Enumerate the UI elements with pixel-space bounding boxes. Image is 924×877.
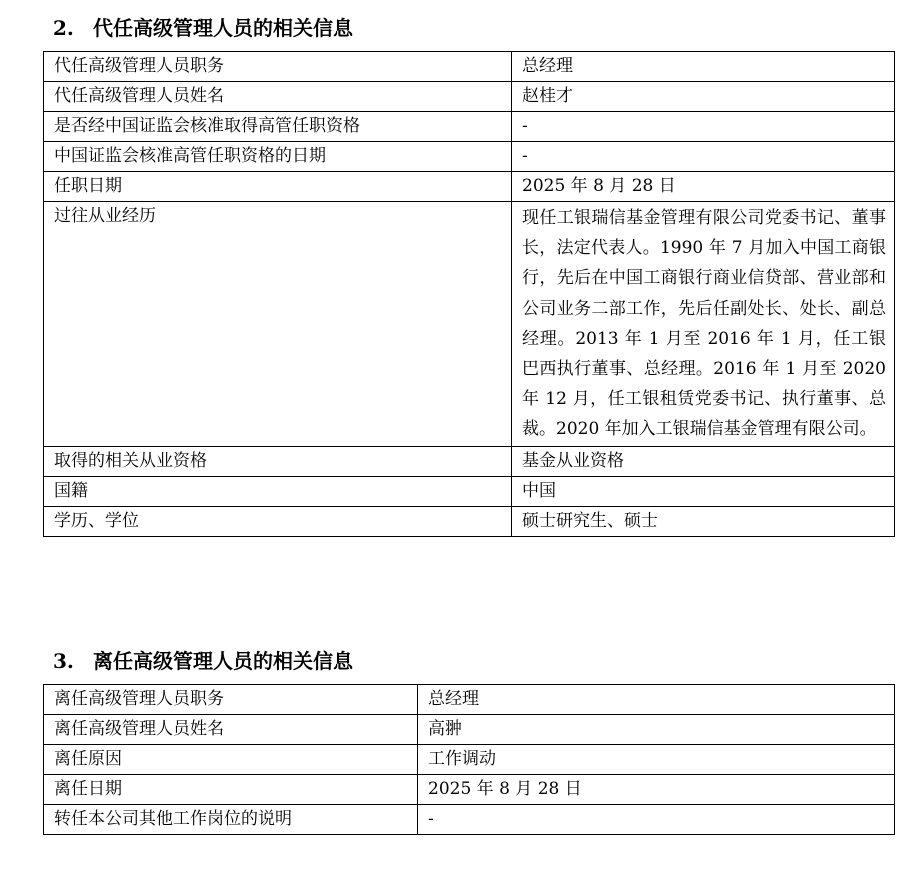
acting-executive-table [43,51,895,537]
row-value: 工作调动 [418,745,895,775]
table-row [44,112,895,142]
row-value: - [512,112,895,142]
row-label: 离任高级管理人员姓名 [44,715,418,745]
table-row [44,142,895,172]
row-label: 转任本公司其他工作岗位的说明 [44,805,418,835]
table-row [44,685,895,715]
row-value: - [512,142,895,172]
departing-executive-table [43,684,895,835]
table-row [44,202,895,447]
section-3-title: 离任高级管理人员的相关信息 [93,649,353,673]
row-value: 2025 年 8 月 28 日 [512,172,895,202]
table-row [44,52,895,82]
table-row [44,775,895,805]
row-label: 中国证监会核准高管任职资格的日期 [44,142,512,172]
section-3-heading [53,649,353,673]
row-value: 高翀 [418,715,895,745]
row-label: 离任日期 [44,775,418,805]
row-label: 离任原因 [44,745,418,775]
table-row [44,446,895,476]
row-label: 过往从业经历 [44,202,512,447]
row-label: 任职日期 [44,172,512,202]
row-value: 基金从业资格 [512,446,895,476]
row-value: 总经理 [512,52,895,82]
section-3-number: 3. [53,649,74,673]
row-label: 取得的相关从业资格 [44,446,512,476]
row-value: 硕士研究生、硕士 [512,506,895,536]
row-label: 代任高级管理人员职务 [44,52,512,82]
table-row [44,715,895,745]
section-2-heading [53,16,353,40]
section-2-number: 2. [53,16,74,40]
row-value: 中国 [512,476,895,506]
table-row [44,506,895,536]
table-row [44,476,895,506]
row-value: 2025 年 8 月 28 日 [418,775,895,805]
row-label: 代任高级管理人员姓名 [44,82,512,112]
table-row [44,172,895,202]
row-value: 赵桂才 [512,82,895,112]
row-label: 是否经中国证监会核准取得高管任职资格 [44,112,512,142]
row-value: - [418,805,895,835]
table-row [44,745,895,775]
section-2-title: 代任高级管理人员的相关信息 [93,16,353,40]
table-row [44,82,895,112]
row-label: 离任高级管理人员职务 [44,685,418,715]
table-row [44,805,895,835]
row-label: 国籍 [44,476,512,506]
work-experience-text: 现任工银瑞信基金管理有限公司党委书记、董事长，法定代表人。1990 年 7 月加入中国工商银行，先后在中国工商银行商业信贷部、营业部和公司业务二部工作，先后任副处长、处长、副总经理。2013 年 1 月至 2016 年 1 月，任工银巴西执行董事、总经理。2016 年 1 月至 2020 年 12 月，任工银租赁党委书记、执行董事、总裁。2020 年加入工银瑞信基金管理有限公司。 [512,202,895,447]
row-label: 学历、学位 [44,506,512,536]
row-value: 总经理 [418,685,895,715]
